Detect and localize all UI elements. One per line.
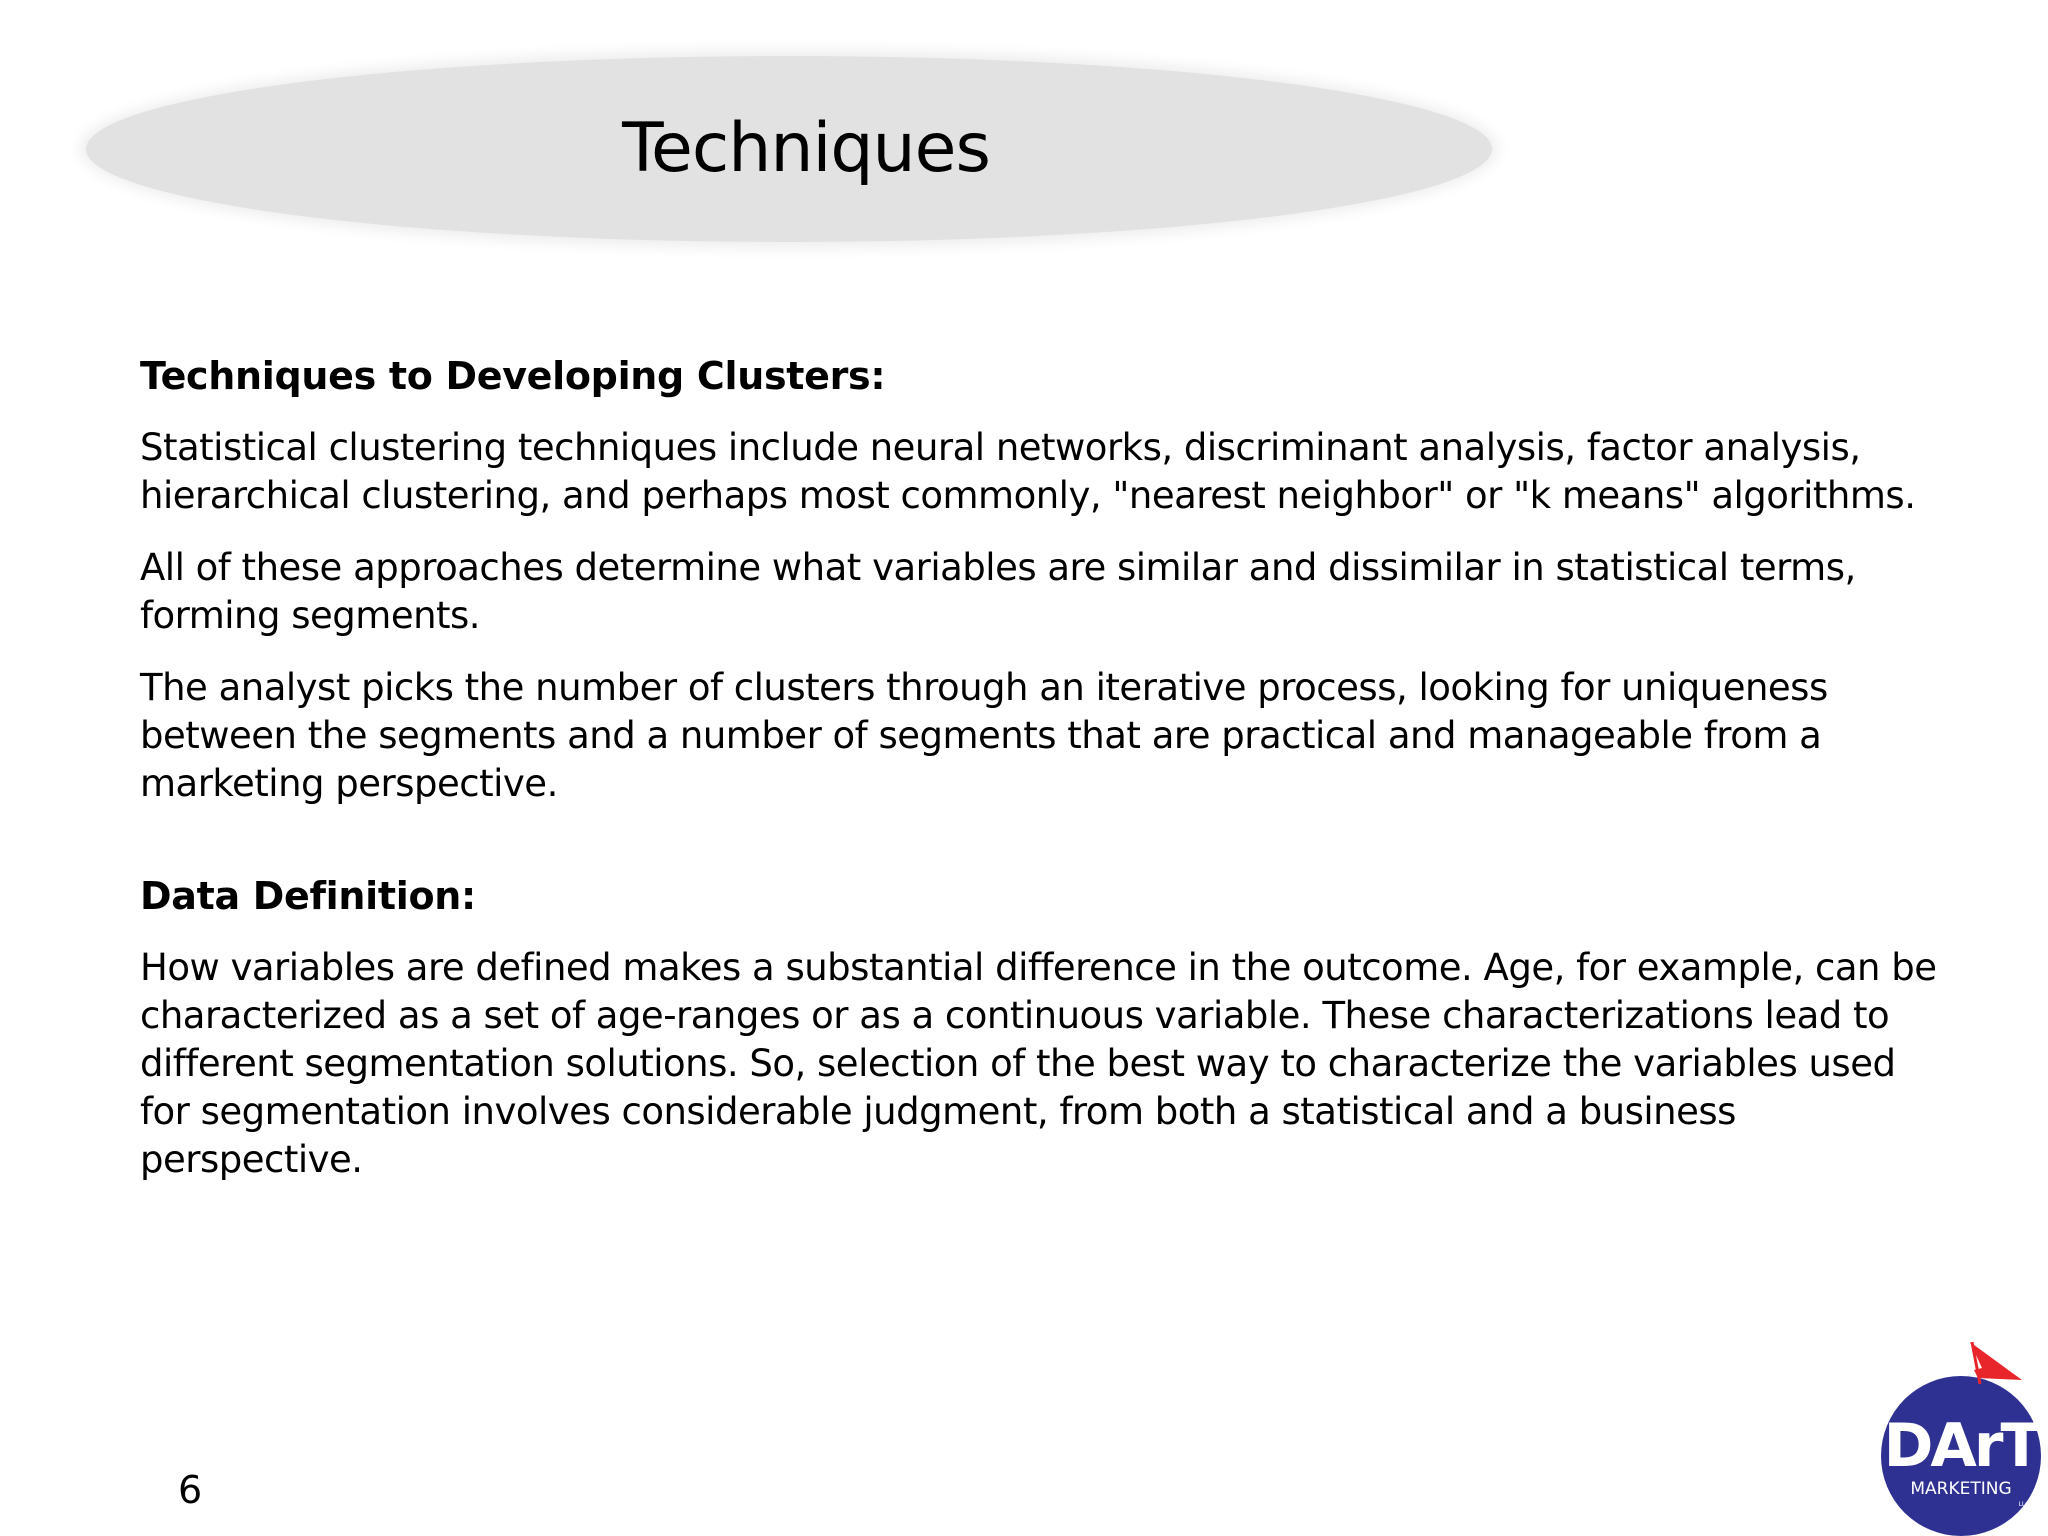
page-number: 6: [178, 1468, 203, 1512]
section-spacer: [140, 832, 1940, 872]
logo-wordmark: DArT: [1883, 1411, 2039, 1481]
paragraph: How variables are defined makes a substantial difference in the outcome. Age, for example, can be characterized as a set of age-ranges or as a continuous variable. These characterizations lead to different segmentation solutions. So, selection of the best way to characterize the variables used for segmentation involves considerable judgment, from both a statistical and a business perspective.: [140, 946, 1937, 1181]
slide-title: Techniques: [622, 109, 990, 188]
section-heading: Data Definition:: [140, 874, 476, 918]
section-clusters: [140, 352, 1940, 808]
logo-subtext: MARKETING: [1910, 1479, 2012, 1499]
logo-suffix: LLC: [2018, 1501, 2030, 1508]
section-heading: Techniques to Developing Clusters:: [140, 354, 886, 398]
dart-marketing-logo: [1874, 1338, 2048, 1536]
paragraph: All of these approaches determine what variables are similar and dissimilar in statistical terms, forming segments.: [140, 546, 1856, 637]
paragraph: Statistical clustering techniques include neural networks, discriminant analysis, factor analysis, hierarchical clustering, and perhaps most commonly, "nearest neighbor" or "k means" algorithms.: [140, 426, 1916, 517]
slide-content: [140, 352, 1940, 1208]
paragraph: The analyst picks the number of clusters through an iterative process, looking for uniqueness between the segments and a number of segments that are practical and manageable from a marketing perspective.: [140, 666, 1828, 805]
section-data-definition: [140, 872, 1940, 1184]
